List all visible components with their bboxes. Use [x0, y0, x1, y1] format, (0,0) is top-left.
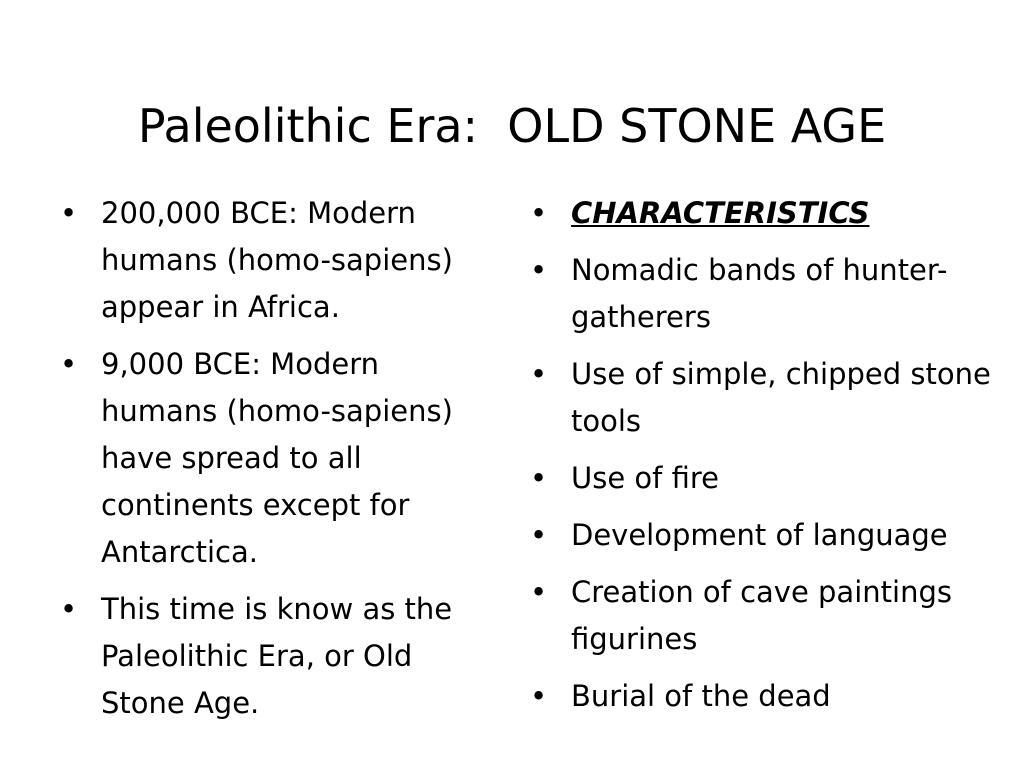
- list-item-text: Use of fire: [571, 461, 719, 495]
- characteristics-heading: CHARACTERISTICS: [571, 196, 870, 230]
- slide-title: Paleolithic Era: OLD STONE AGE: [137, 98, 887, 153]
- list-item: [530, 247, 1000, 341]
- list-item-text: Nomadic bands of hunter-gatherers: [571, 253, 948, 334]
- bullet-icon: •: [530, 575, 548, 609]
- right-bullet-list: [530, 190, 1000, 730]
- list-item-text: Burial of the dead: [571, 679, 831, 713]
- list-item-text: Creation of cave paintings figurines: [571, 575, 952, 656]
- list-item-text: 9,000 BCE: Modern humans (homo-sapiens) have spread to all continents except for Antarctica.: [101, 347, 453, 569]
- bullet-icon: •: [530, 679, 548, 713]
- bullet-icon: •: [60, 592, 78, 626]
- bullet-icon: •: [530, 518, 548, 552]
- bullet-icon: •: [60, 347, 78, 381]
- list-item: [60, 586, 500, 727]
- bullet-icon: •: [60, 196, 78, 230]
- list-item: [530, 351, 1000, 445]
- bullet-icon: •: [530, 461, 548, 495]
- list-heading-item: [530, 190, 1000, 237]
- list-item: [60, 341, 500, 576]
- left-bullet-list: [60, 190, 500, 737]
- bullet-icon: •: [530, 196, 548, 230]
- list-item: [530, 569, 1000, 663]
- list-item-text: 200,000 BCE: Modern humans (homo-sapiens) appear in Africa.: [101, 196, 453, 324]
- bullet-icon: •: [530, 253, 548, 287]
- bullet-icon: •: [530, 357, 548, 391]
- list-item: [60, 190, 500, 331]
- list-item: [530, 673, 1000, 720]
- list-item-text: Use of simple, chipped stone tools: [571, 357, 991, 438]
- list-item: [530, 512, 1000, 559]
- list-item: [530, 455, 1000, 502]
- list-item-text: This time is know as the Paleolithic Era, or Old Stone Age.: [101, 592, 453, 720]
- list-item-text: Development of language: [571, 518, 948, 552]
